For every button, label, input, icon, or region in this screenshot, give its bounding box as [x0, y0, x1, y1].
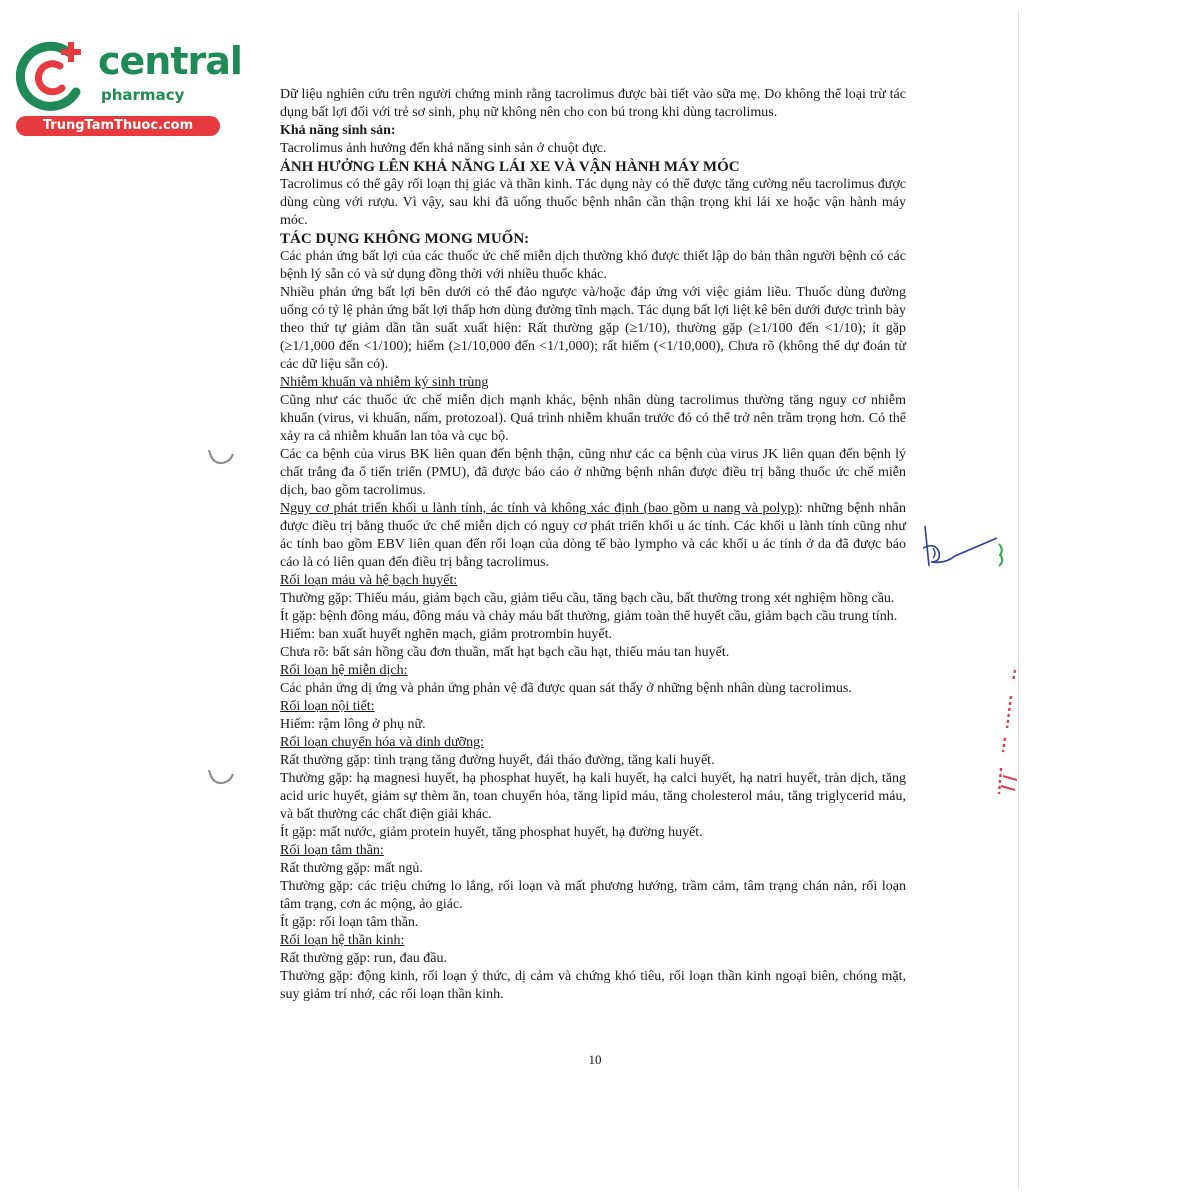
subsection-heading: Rối loạn hệ thần kinh: [280, 933, 405, 948]
section-heading: TÁC DỤNG KHÔNG MONG MUỐN: [280, 231, 530, 247]
paragraph: Rất thường gặp: mất ngủ. [280, 861, 423, 876]
brand-subtitle: pharmacy [101, 86, 185, 104]
punch-hole-mark [206, 446, 236, 468]
paragraph: Ít gặp: bệnh đông máu, đông máu và chảy máu bất thường, giảm toàn thể huyết cầu, giảm bạch cầu trung tính. [280, 609, 898, 624]
paragraph: Thường gặp: động kinh, rối loạn ý thức, dị cảm và chứng khó tiêu, rối loạn thần kinh ngoại biên, chóng mặt, suy giảm trí nhớ, các rối loạn thần kinh. [280, 969, 906, 1002]
section-heading: Khả năng sinh sản: [280, 123, 396, 138]
subsection-heading: Rối loạn chuyển hóa và dinh dưỡng: [280, 735, 484, 750]
paragraph: Rất thường gặp: run, đau đầu. [280, 951, 448, 966]
page-edge [1018, 10, 1019, 1190]
paragraph: Thường gặp: Thiếu máu, giảm bạch cầu, giảm tiểu cầu, tăng bạch cầu, bất thường trong xét nghiệm hồng cầu. [280, 591, 895, 606]
paragraph: Thường gặp: các triệu chứng lo lắng, rối loạn và mất phương hướng, trầm cảm, tâm trạng chán nản, rối loạn tâm trạng, cơn ác mộng, ảo giác. [280, 879, 906, 912]
paragraph-text: : những bệnh nhân được điều trị bằng thuốc ức chế miễn dịch có nguy cơ phát triển khối u ác tính. Các khối u lành tính cũng như ác tính bao gồm EBV liên quan đến rối loạn của dòng tế bào lympho và các khối u ác tính ở da đã được báo cáo là có liên quan đến điều trị bằng tacrolimus. [280, 501, 907, 570]
green-ink-mark [996, 542, 1006, 568]
paragraph: Ít gặp: mất nước, giảm protein huyết, tăng phosphat huyết, hạ đường huyết. [280, 825, 703, 840]
red-stamp-mark [995, 668, 1023, 800]
paragraph: Tacrolimus có thể gây rối loạn thị giác và thần kinh. Tác dụng này có thể được tăng cường nếu tacrolimus được dùng cùng với rượu. Vì vậy, sau khi đã uống thuốc bệnh nhân cần thận trọng khi lái xe hoặc vận hành máy móc. [280, 177, 906, 228]
paragraph: Các phản ứng bất lợi của các thuốc ức chế miễn dịch thường khó được thiết lập do bản thân người bệnh có các bệnh lý sẵn có và sử dụng đồng thời với nhiều thuốc khác. [280, 249, 906, 282]
page-number: 10 [588, 1052, 602, 1067]
paragraph: Các phản ứng dị ứng và phản ứng phản vệ đã được quan sát thấy ở những bệnh nhân dùng tacrolimus. [280, 681, 852, 696]
paragraph: Rất thường gặp: tình trạng tăng đường huyết, đái tháo đường, tăng kali huyết. [280, 753, 715, 768]
section-heading: ẢNH HƯỞNG LÊN KHẢ NĂNG LÁI XE VÀ VẬN HÀNH MÁY MÓC [280, 159, 740, 175]
brand-name: central [98, 39, 242, 83]
subsection-heading: Nhiễm khuẩn và nhiễm ký sinh trùng [280, 375, 489, 390]
subsection-heading: Nguy cơ phát triển khối u lành tính, ác tính và không xác định (bao gồm u nang và polyp) [280, 501, 800, 516]
brand-website-badge[interactable]: TrungTamThuoc.com [16, 116, 220, 136]
signature-mark [915, 518, 1005, 578]
paragraph: Hiếm: rậm lông ở phụ nữ. [280, 717, 426, 732]
subsection-heading: Rối loạn nội tiết: [280, 699, 375, 714]
document-body [280, 86, 906, 1004]
paragraph: Thường gặp: hạ magnesi huyết, hạ phosphat huyết, hạ kali huyết, hạ calci huyết, hạ natri huyết, tràn dịch, tăng acid uric huyết, giảm sự thèm ăn, toan chuyển hóa, tăng lipid máu, tăng cholesterol máu, tăng triglycerid máu, và bất thường các chất điện giải khác. [280, 771, 906, 822]
subsection-heading: Rối loạn máu và hệ bạch huyết: [280, 573, 458, 588]
punch-hole-mark [206, 766, 236, 788]
subsection-heading: Rối loạn tâm thần: [280, 843, 384, 858]
paragraph [280, 500, 906, 572]
central-pharmacy-logo[interactable] [10, 34, 242, 136]
paragraph: Các ca bệnh của virus BK liên quan đến bệnh thận, cũng như các ca bệnh của virus JK liên quan đến bệnh lý chất trắng đa ổ tiến triển (PMU), đã được báo cáo ở những bệnh nhân được điều trị bằng thuốc ức chế miễn dịch, bao gồm tacrolimus. [280, 447, 906, 498]
paragraph: Dữ liệu nghiên cứu trên người chứng minh rằng tacrolimus được bài tiết vào sữa mẹ. Do không thể loại trừ tác dụng bất lợi đối với trẻ sơ sinh, phụ nữ không nên cho con bú trong khi dùng tacrolimus. [280, 87, 906, 120]
paragraph: Chưa rõ: bất sản hồng cầu đơn thuần, mất hạt bạch cầu hạt, thiếu máu tan huyết. [280, 645, 730, 660]
pharmacy-cross-icon [10, 34, 94, 118]
paragraph: Cũng như các thuốc ức chế miễn dịch mạnh khác, bệnh nhân dùng tacrolimus thường tăng nguy cơ nhiễm khuẩn (virus, vi khuẩn, nấm, protozoal). Quá trình nhiễm khuẩn trước đó có thể trở nên trầm trọng hơn. Có thể xảy ra cả nhiễm khuẩn lan tỏa và cục bộ. [280, 393, 906, 444]
paragraph: Nhiều phản ứng bất lợi bên dưới có thể đảo ngược và/hoặc đáp ứng với việc giảm liều. Thuốc dùng đường uống có tỷ lệ phản ứng bất lợi thấp hơn dùng đường tĩnh mạch. Tác dụng bất lợi liệt kê bên dưới được trình bày theo thứ tự giảm dần tần suất xuất hiện: Rất thường gặp (≥1/10), thường gặp (≥1/100 đến <1/10); ít gặp (≥1/1,000 đến <1/100); hiếm (≥1/10,000 đến <1/1,000); rất hiếm (<1/10,000), Chưa rõ (không thể dự đoán từ các dữ liệu sẵn có). [280, 285, 906, 372]
paragraph: Hiếm: ban xuất huyết nghẽn mạch, giảm protrombin huyết. [280, 627, 613, 642]
subsection-heading: Rối loạn hệ miễn dịch: [280, 663, 408, 678]
paragraph: Tacrolimus ảnh hưởng đến khả năng sinh sản ở chuột đực. [280, 141, 607, 156]
paragraph: Ít gặp: rối loạn tâm thần. [280, 915, 419, 930]
